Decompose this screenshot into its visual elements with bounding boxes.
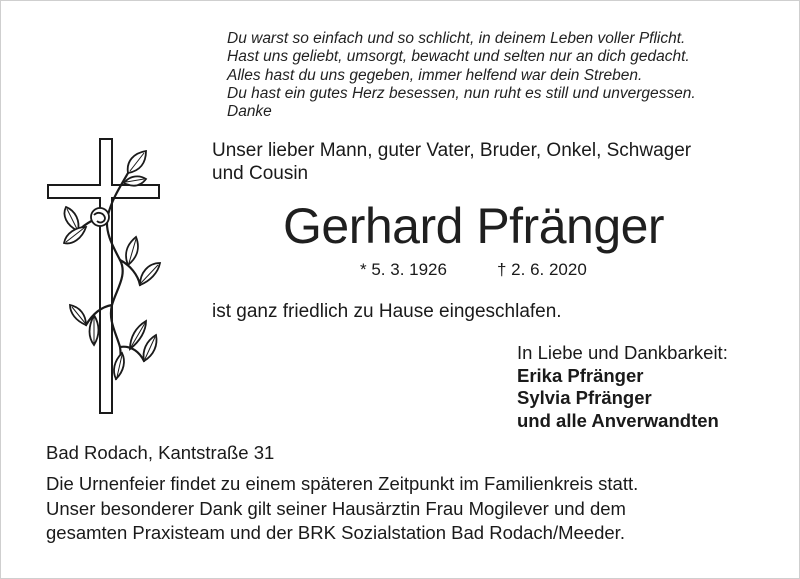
- poem: [227, 30, 787, 121]
- death-date: † 2. 6. 2020: [497, 260, 587, 279]
- poem-line: Danke: [227, 103, 272, 121]
- mourner-name: und alle Anverwandten: [517, 409, 719, 431]
- poem-line: Du hast ein gutes Herz besessen, nun ruht es still und unvergessen.: [227, 84, 696, 102]
- poem-line: Hast uns geliebt, umsorgt, bewacht und selten nur an dich gedacht.: [227, 48, 690, 66]
- notice-line: Die Urnenfeier findet zu einem späteren Zeitpunkt im Familienkreis statt.: [46, 473, 639, 494]
- mourner-name: Erika Pfränger: [517, 364, 644, 386]
- deceased-name: Gerhard Pfränger: [283, 198, 665, 254]
- mourners-heading: In Liebe und Dankbarkeit:: [517, 342, 728, 363]
- address: Bad Rodach, Kantstraße 31: [46, 442, 275, 463]
- notice-text: [46, 472, 766, 546]
- poem-line: Du warst so einfach und so schlicht, in deinem Leben voller Pflicht.: [227, 30, 686, 47]
- intro-line: und Cousin: [212, 162, 309, 184]
- cross-with-rose-icon: [42, 135, 192, 420]
- intro-text: [212, 140, 772, 185]
- birth-date: * 5. 3. 1926: [360, 260, 447, 279]
- poem-line: Alles hast du uns gegeben, immer helfend war dein Streben.: [227, 66, 643, 84]
- notice-line: gesamten Praxisteam und der BRK Sozialstation Bad Rodach/Meeder.: [46, 522, 625, 543]
- passing-statement: ist ganz friedlich zu Hause eingeschlafen.: [212, 301, 562, 322]
- mourner-name: Sylvia Pfränger: [517, 387, 652, 408]
- notice-line: Unser besonderer Dank gilt seiner Hausärztin Frau Mogilever und dem: [46, 497, 626, 519]
- mourners-block: [517, 342, 728, 432]
- intro-line: Unser lieber Mann, guter Vater, Bruder, Onkel, Schwager: [212, 140, 692, 161]
